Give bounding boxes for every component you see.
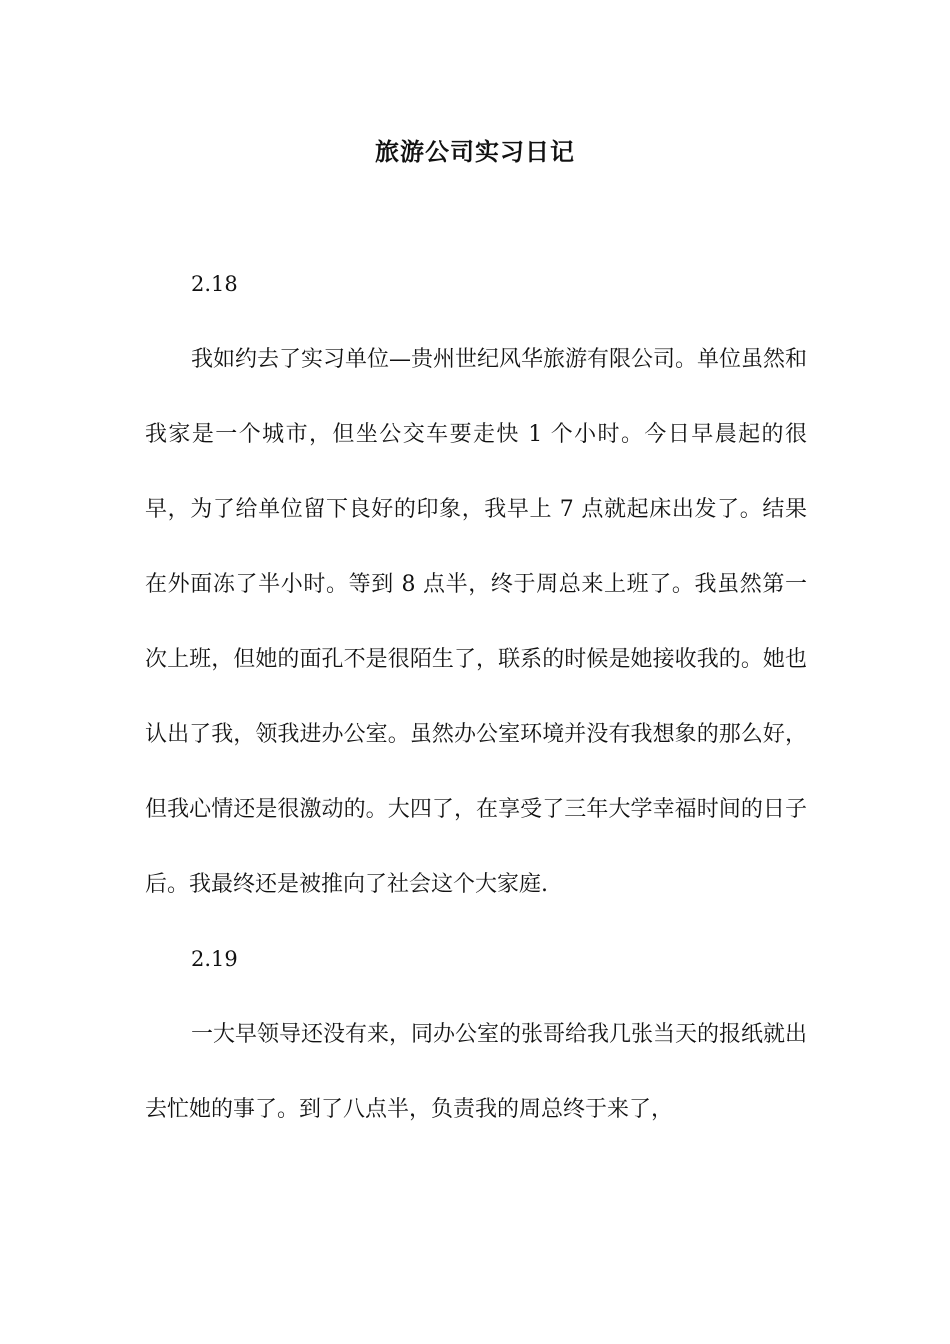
document-title: 旅游公司实习日记 [375,137,575,166]
entry-paragraph: 一大早领导还没有来，同办公室的张哥给我几张当天的报纸就出去忙她的事了。到了八点半，负责我的周总终于来了， [145,1022,808,1122]
diary-body [145,247,807,1147]
entry-date: 2.18 [191,272,238,296]
entry-paragraph: 我如约去了实习单位—贵州世纪风华旅游有限公司。单位虽然和我家是一个城市，但坐公交车要走快 1 个小时。今日早晨起的很早，为了给单位留下良好的印象，我早上 7 点就起床出发了。结果在外面冻了半小时。等到 8 点半，终于周总来上班了。我虽然第一次上班，但她的面孔不是很陌生了，联系的时候是她接收我的。她也认出了我，领我进办公室。虽然办公室环境并没有我想象的那么好，但我心情还是很激动的。大四了，在享受了三年大学幸福时间的日子后。我最终还是被推向了社会这个大家庭. [145,347,808,897]
entry-date: 2.19 [191,947,238,971]
